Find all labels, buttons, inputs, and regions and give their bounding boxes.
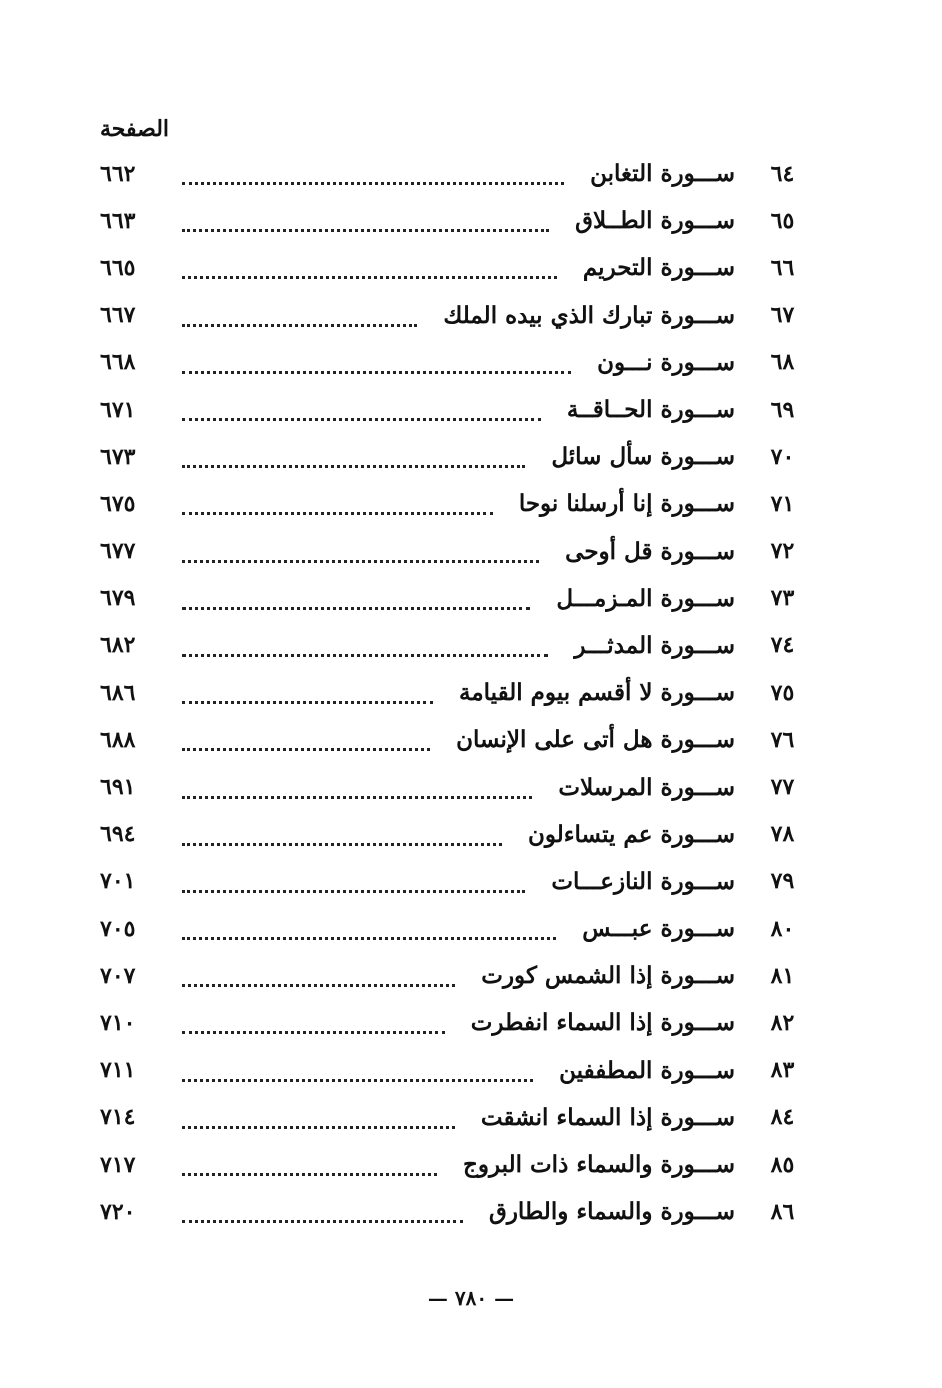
entry-number: ٦٩	[770, 396, 795, 423]
entry-page-number: ٦٧٧	[100, 538, 136, 565]
entry-title: ســـورة تبارك الذي بيده الملك	[443, 301, 735, 329]
entry-number: ٦٨	[770, 349, 795, 376]
toc-entry	[100, 339, 830, 386]
dot-leader	[182, 418, 541, 421]
entry-number: ٨٤	[770, 1104, 795, 1131]
entry-title: ســـورة التحريم	[582, 254, 735, 282]
entry-page-number: ٦٦٧	[100, 302, 136, 329]
entry-title: ســـورة الطــلاق	[575, 207, 735, 235]
entry-number: ٧١	[770, 490, 795, 517]
entry-page-number: ٦٦٥	[100, 254, 136, 281]
entry-number: ٨٥	[770, 1151, 795, 1178]
entry-title: ســـورة التغابن	[590, 160, 735, 188]
entry-title: ســـورة المطففين	[559, 1056, 735, 1084]
dot-leader	[182, 654, 548, 657]
entry-title: ســـورة والسماء ذات البروج	[463, 1151, 735, 1179]
toc-entry	[100, 763, 830, 810]
dot-leader	[182, 465, 525, 468]
toc-entry	[100, 1094, 830, 1141]
dot-leader	[182, 276, 557, 279]
entry-number: ٨١	[770, 962, 795, 989]
entry-number: ٧٩	[770, 868, 795, 895]
dot-leader	[182, 748, 430, 751]
toc-entry	[100, 528, 830, 575]
entry-title: ســـورة سأل سائل	[551, 443, 735, 471]
toc-entry	[100, 433, 830, 480]
toc-entry	[100, 1047, 830, 1094]
entry-page-number: ٧١٤	[100, 1104, 136, 1131]
entry-number: ٦٦	[770, 254, 795, 281]
entry-page-number: ٧٠١	[100, 868, 136, 895]
entry-number: ٧٠	[770, 443, 795, 470]
entry-number: ٨٦	[770, 1198, 795, 1225]
dot-leader	[182, 1079, 533, 1082]
entry-page-number: ٦٧٣	[100, 443, 136, 470]
toc-entry	[100, 716, 830, 763]
dot-leader	[182, 512, 493, 515]
entry-number: ٦٥	[770, 207, 795, 234]
dot-leader	[182, 607, 530, 610]
entry-page-number: ٦٨٨	[100, 726, 136, 753]
toc-entry	[100, 858, 830, 905]
dot-leader	[182, 843, 502, 846]
toc-entry	[100, 811, 830, 858]
dot-leader	[182, 371, 571, 374]
entry-number: ٦٧	[770, 302, 795, 329]
entry-title: ســـورة المدثـــر	[574, 631, 735, 659]
entry-page-number: ٧١٧	[100, 1151, 136, 1178]
table-of-contents	[100, 150, 830, 1235]
dot-leader	[182, 560, 539, 563]
page-column-header: الصفحة	[100, 116, 170, 142]
entry-page-number: ٦٦٨	[100, 349, 136, 376]
entry-number: ٦٤	[770, 160, 795, 187]
toc-entry	[100, 575, 830, 622]
entry-page-number: ٦٧١	[100, 396, 136, 423]
entry-number: ٧٥	[770, 679, 795, 706]
entry-title: ســـورة هل أتى على الإنسان	[456, 726, 735, 754]
dot-leader	[182, 229, 549, 232]
entry-title: ســـورة إنا أرسلنا نوحا	[518, 490, 735, 518]
entry-title: ســـورة الحــاقــة	[566, 396, 735, 424]
toc-entry	[100, 244, 830, 291]
entry-number: ٨٣	[770, 1057, 795, 1084]
entry-title: ســـورة النازعـــات	[551, 867, 735, 895]
toc-entry	[100, 480, 830, 527]
entry-number: ٨٠	[770, 915, 795, 942]
entry-page-number: ٦٧٩	[100, 585, 136, 612]
entry-page-number: ٧٠٧	[100, 962, 136, 989]
toc-entry	[100, 1141, 830, 1188]
entry-title: ســـورة المـزمـــل	[556, 584, 735, 612]
toc-entry	[100, 669, 830, 716]
toc-entry	[100, 622, 830, 669]
entry-title: ســـورة المرسلات	[558, 773, 735, 801]
entry-title: ســـورة إذا السماء انشقت	[480, 1103, 735, 1131]
entry-page-number: ٦٨٢	[100, 632, 136, 659]
entry-title: ســـورة عم يتساءلون	[527, 820, 735, 848]
entry-number: ٧٧	[770, 774, 795, 801]
entry-number: ٧٦	[770, 726, 795, 753]
dot-leader	[182, 701, 433, 704]
dot-leader	[182, 1126, 455, 1129]
entry-title: ســـورة إذا الشمس كورت	[481, 962, 735, 990]
dot-leader	[182, 937, 556, 940]
entry-number: ٧٨	[770, 821, 795, 848]
toc-entry	[100, 292, 830, 339]
entry-title: ســـورة نـــون	[597, 348, 735, 376]
toc-entry	[100, 999, 830, 1046]
toc-entry	[100, 1188, 830, 1235]
entry-title: ســـورة قل أوحى	[565, 537, 735, 565]
entry-page-number: ٦٦٣	[100, 207, 136, 234]
entry-number: ٧٣	[770, 585, 795, 612]
toc-entry	[100, 905, 830, 952]
entry-number: ٨٢	[770, 1009, 795, 1036]
entry-title: ســـورة والسماء والطارق	[488, 1198, 735, 1226]
page-number: — ٧٨٠ —	[427, 1286, 515, 1310]
entry-page-number: ٦٩٤	[100, 821, 136, 848]
dot-leader	[182, 796, 532, 799]
entry-page-number: ٧٢٠	[100, 1198, 136, 1225]
dot-leader	[182, 1173, 437, 1176]
dot-leader	[182, 890, 525, 893]
entry-title: ســـورة لا أقسم بيوم القيامة	[459, 679, 735, 707]
dot-leader	[182, 1031, 445, 1034]
dot-leader	[182, 984, 455, 987]
toc-entry	[100, 952, 830, 999]
toc-entry	[100, 386, 830, 433]
entry-page-number: ٧١٠	[100, 1009, 136, 1036]
entry-title: ســـورة عبـــس	[582, 915, 735, 943]
entry-title: ســـورة إذا السماء انفطرت	[470, 1009, 735, 1037]
dot-leader	[182, 182, 564, 185]
entry-page-number: ٦٨٦	[100, 679, 136, 706]
entry-page-number: ٧١١	[100, 1057, 136, 1084]
entry-number: ٧٤	[770, 632, 795, 659]
toc-entry	[100, 197, 830, 244]
dot-leader	[182, 1220, 463, 1223]
dot-leader	[182, 324, 417, 327]
entry-page-number: ٦٦٢	[100, 160, 136, 187]
toc-entry	[100, 150, 830, 197]
entry-page-number: ٦٩١	[100, 774, 136, 801]
entry-page-number: ٧٠٥	[100, 915, 136, 942]
entry-number: ٧٢	[770, 538, 795, 565]
entry-page-number: ٦٧٥	[100, 490, 136, 517]
